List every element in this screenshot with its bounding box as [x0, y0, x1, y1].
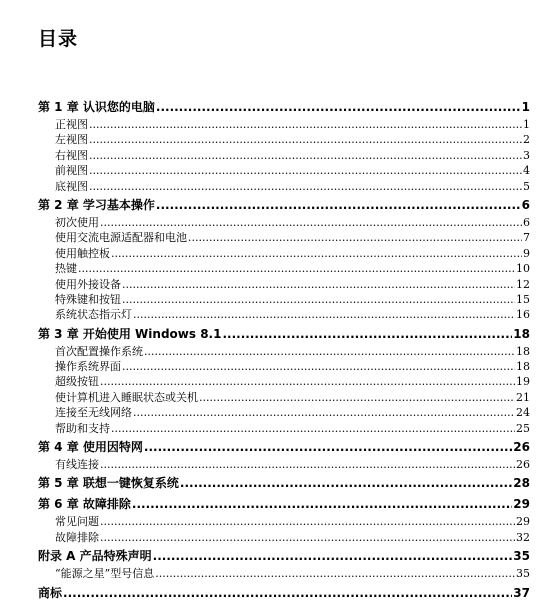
toc-section-entry[interactable] [38, 291, 530, 306]
toc-section-title: 特殊键和按钮 [55, 292, 121, 306]
toc-page-number: 3 [523, 148, 530, 162]
toc-section-title: 故障排除 [55, 530, 99, 544]
toc-page-number: 29 [513, 497, 530, 512]
toc-section-entry[interactable] [38, 529, 530, 544]
toc-section-title: 连接至无线网络 [55, 406, 132, 420]
toc-section [38, 98, 530, 193]
toc-chapter-title: 第 6 章 故障排除 [38, 497, 131, 512]
toc-section-title: 使计算机进入睡眠状态或关机 [55, 390, 198, 404]
toc-leader-dots [122, 278, 515, 291]
toc-section-title: 超级按钮 [55, 375, 99, 389]
toc-leader-dots [100, 458, 515, 471]
toc-section-entry[interactable] [38, 306, 530, 321]
toc-section-entry[interactable] [38, 389, 530, 404]
toc-section-entry[interactable] [38, 358, 530, 373]
toc-page-number: 12 [516, 277, 530, 291]
page-title: 目录 [38, 28, 79, 50]
toc-leader-dots [89, 164, 522, 177]
toc-page-number: 2 [523, 133, 530, 147]
toc-leader-dots [133, 406, 515, 419]
toc-section-title: 系统状态指示灯 [55, 308, 132, 322]
toc-section [38, 474, 530, 492]
toc-page-number: 18 [516, 344, 530, 358]
toc-section-entry[interactable] [38, 565, 530, 580]
toc-page-number: 18 [513, 326, 530, 341]
toc-leader-dots [100, 375, 515, 388]
toc-leader-dots [111, 247, 522, 260]
toc-leader-dots [133, 308, 515, 321]
toc-section-entry[interactable] [38, 147, 530, 162]
toc-leader-dots [100, 531, 515, 544]
toc-leader-dots [153, 549, 513, 563]
toc-section-entry[interactable] [38, 456, 530, 471]
toc-section-title: 底视图 [55, 179, 88, 193]
toc-chapter-entry[interactable] [38, 547, 530, 565]
toc-section-title: 使用外接设备 [55, 277, 121, 291]
toc-section-entry[interactable] [38, 245, 530, 260]
toc-leader-dots [63, 586, 512, 600]
toc-section [38, 438, 530, 471]
toc-leader-dots [78, 262, 515, 275]
toc-leader-dots [122, 360, 515, 373]
toc-page-number: 24 [516, 406, 530, 420]
toc-section-title: 有线连接 [55, 458, 99, 472]
table-of-contents [38, 98, 530, 605]
toc-section [38, 325, 530, 435]
toc-section [38, 584, 530, 602]
toc-chapter-entry[interactable] [38, 584, 530, 602]
toc-section-title: 右视图 [55, 148, 88, 162]
toc-leader-dots [144, 440, 512, 454]
toc-chapter-entry[interactable] [38, 495, 530, 513]
toc-section-entry[interactable] [38, 404, 530, 419]
toc-chapter-entry[interactable] [38, 438, 530, 456]
toc-leader-dots [156, 100, 521, 114]
toc-section-title: 左视图 [55, 133, 88, 147]
toc-chapter-title: 商标 [38, 585, 63, 600]
toc-chapter-entry[interactable] [38, 98, 530, 116]
toc-chapter-title: 附录 A 产品特殊声明 [38, 549, 152, 564]
toc-page-number: 1 [521, 100, 530, 114]
toc-page-number: 16 [516, 308, 530, 322]
toc-section-title: “能源之星”型号信息 [55, 567, 155, 581]
toc-page-number: 10 [516, 262, 530, 276]
toc-section [38, 547, 530, 580]
toc-section-entry[interactable] [38, 276, 530, 291]
toc-page-number: 1 [523, 118, 530, 131]
toc-section-entry[interactable] [38, 260, 530, 275]
toc-chapter-title: 第 1 章 认识您的电脑 [38, 100, 155, 114]
toc-leader-dots [89, 118, 522, 131]
toc-leader-dots [89, 133, 522, 146]
toc-leader-dots [155, 567, 515, 580]
toc-page-number: 15 [516, 292, 530, 306]
toc-leader-dots [222, 327, 512, 341]
toc-leader-dots [132, 497, 512, 511]
toc-page-number: 28 [513, 476, 530, 491]
toc-section-title: 操作系统界面 [55, 360, 121, 374]
toc-page-number: 35 [513, 549, 530, 564]
toc-section-entry[interactable] [38, 229, 530, 244]
toc-page-number: 26 [513, 440, 530, 455]
toc-section-title: 正视图 [55, 118, 88, 131]
toc-chapter-entry[interactable] [38, 325, 530, 343]
toc-section-entry[interactable] [38, 343, 530, 358]
toc-page-number: 26 [516, 458, 530, 472]
toc-section-entry[interactable] [38, 513, 530, 528]
toc-leader-dots [180, 476, 512, 490]
toc-section-entry[interactable] [38, 214, 530, 229]
toc-page-number: 19 [516, 375, 530, 389]
toc-section-title: 初次使用 [55, 215, 99, 229]
toc-chapter-entry[interactable] [38, 196, 530, 214]
toc-page-number: 37 [513, 585, 530, 600]
toc-leader-dots [89, 149, 522, 162]
toc-page-number: 21 [516, 390, 530, 404]
toc-page-number: 6 [521, 197, 530, 212]
toc-page-number: 25 [516, 421, 530, 435]
toc-chapter-title: 第 3 章 开始使用 Windows 8.1 [38, 326, 222, 341]
toc-section-entry[interactable] [38, 116, 530, 131]
toc-page-number: 9 [523, 246, 530, 260]
toc-leader-dots [156, 198, 521, 212]
toc-page-number: 29 [516, 515, 530, 529]
toc-section-entry[interactable] [38, 420, 530, 435]
toc-leader-dots [199, 391, 515, 404]
toc-section-entry[interactable] [38, 373, 530, 388]
toc-chapter-title: 第 4 章 使用因特网 [38, 440, 143, 455]
toc-leader-dots [188, 231, 522, 244]
toc-leader-dots [111, 422, 515, 435]
toc-leader-dots [122, 293, 515, 306]
toc-section-title: 热键 [55, 262, 77, 276]
toc-section-title: 使用交流电源适配器和电池 [55, 231, 187, 245]
toc-chapter-title: 第 2 章 学习基本操作 [38, 197, 155, 212]
toc-page-number: 6 [523, 215, 530, 229]
toc-section-title: 前视图 [55, 164, 88, 178]
toc-page-number: 32 [516, 530, 530, 544]
toc-section [38, 196, 530, 322]
toc-section [38, 495, 530, 544]
toc-section-entry[interactable] [38, 131, 530, 146]
toc-leader-dots [100, 515, 515, 528]
toc-section-title: 帮助和支持 [55, 421, 110, 435]
toc-page-number: 18 [516, 360, 530, 374]
toc-page-number: 35 [516, 567, 530, 581]
toc-page-number: 7 [523, 231, 530, 245]
toc-page-number: 5 [523, 179, 530, 193]
toc-section-title: 常见问题 [55, 515, 99, 529]
toc-section-title: 使用触控板 [55, 246, 110, 260]
toc-section-entry[interactable] [38, 178, 530, 193]
toc-page-number: 4 [523, 164, 530, 178]
toc-leader-dots [144, 345, 515, 358]
toc-chapter-title: 第 5 章 联想一键恢复系统 [38, 476, 179, 491]
toc-chapter-entry[interactable] [38, 474, 530, 492]
toc-section-entry[interactable] [38, 162, 530, 177]
toc-leader-dots [89, 180, 522, 193]
toc-leader-dots [100, 216, 522, 229]
toc-section-title: 首次配置操作系统 [55, 344, 143, 358]
